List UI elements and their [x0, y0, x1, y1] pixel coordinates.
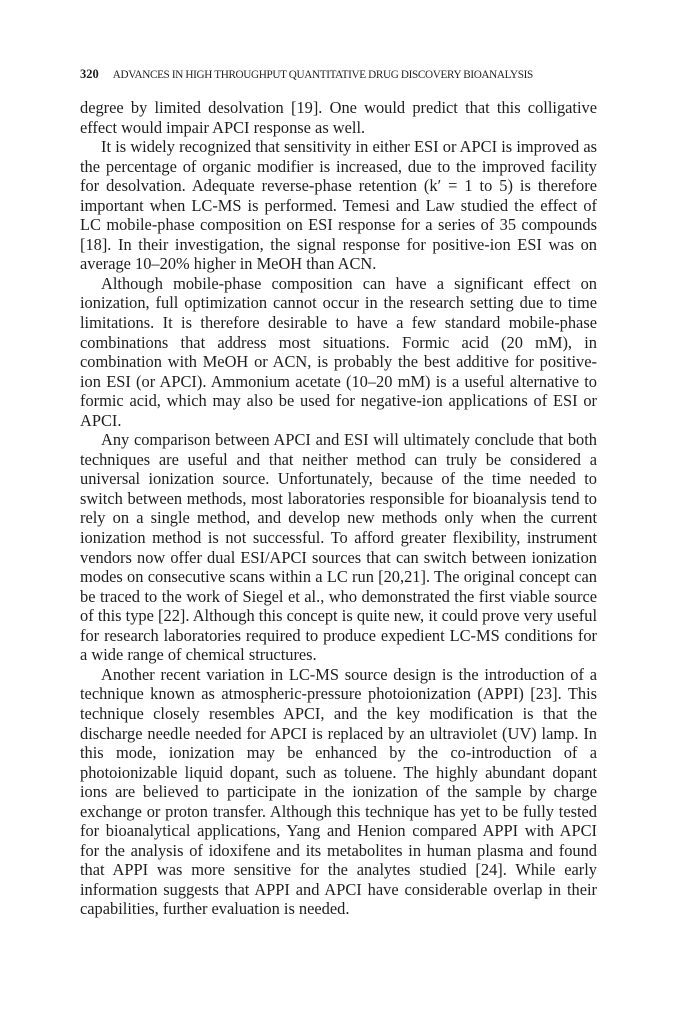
- paragraph-continued: degree by limited desolvation [19]. One would predict that this colligative effect would impair APCI response as well.: [80, 98, 597, 137]
- running-header: [80, 67, 597, 82]
- book-page: [80, 0, 597, 1024]
- running-title: ADVANCES IN HIGH THROUGHPUT QUANTITATIVE DRUG DISCOVERY BIOANALYSIS: [112, 69, 533, 81]
- paragraph-appi: Another recent variation in LC-MS source design is the introduction of a technique known as atmospheric-pressure photoionization (APPI) [23]. This technique closely resembles APCI, and the key modification is that the discharge needle needed for APCI is replaced by an ultraviolet (UV) lamp. In this mode, ionization may be enhanced by the co-introduction of a photoionizable liquid dopant, such as toluene. The highly abundant dopant ions are believed to participate in the ionization of the sample by charge exchange or proton transfer. Although this technique has yet to be fully tested for bioanalytical applications, Yang and Henion compared APPI with APCI for the analysis of idoxifene and its metabolites in human plasma and found that APPI was more sensitive for the analytes studied [24]. While early information suggests that APPI and APCI have considerable overlap in their capabilities, further evaluation is needed.: [80, 664, 597, 919]
- paragraph-apci-esi-comparison: Any comparison between APCI and ESI will ultimately conclude that both techniques are useful and that neither method can truly be considered a universal ionization source. Unfortunately, because of the time needed to switch between methods, most laboratories responsible for bioanalysis tend to rely on a single method, and develop new methods only when the current ionization method is not successful. To afford greater flexibility, instrument vendors now offer dual ESI/APCI sources that can switch between ionization modes on consecutive scans within a LC run [20,21]. The original concept can be traced to the work of Siegel et al., who demonstrated the first viable source of this type [22]. Although this concept is quite new, it could prove very useful for research laboratories required to produce expedient LC-MS conditions for a wide range of chemical structures.: [80, 430, 597, 665]
- body-text: [80, 98, 597, 919]
- page-number: 320: [80, 67, 99, 81]
- paragraph-mobile-phase: Although mobile-phase composition can have a significant effect on ionization, full optimization cannot occur in the research setting due to time limitations. It is therefore desirable to have a few standard mobile-phase combinations that address most situations. Formic acid (20 mM), in combination with MeOH or ACN, is probably the best additive for positive-ion ESI (or APCI). Ammonium acetate (10–20 mM) is a useful alternative to formic acid, which may also be used for negative-ion applications of ESI or APCI.: [80, 273, 597, 430]
- paragraph-organic-modifier: It is widely recognized that sensitivity in either ESI or APCI is improved as the percentage of organic modifier is increased, due to the improved facility for desolvation. Adequate reverse-phase retention (k′ = 1 to 5) is therefore important when LC-MS is performed. Temesi and Law studied the effect of LC mobile-phase composition on ESI response for a series of 35 compounds [18]. In their investigation, the signal response for positive-ion ESI was on average 10–20% higher in MeOH than ACN.: [80, 137, 597, 274]
